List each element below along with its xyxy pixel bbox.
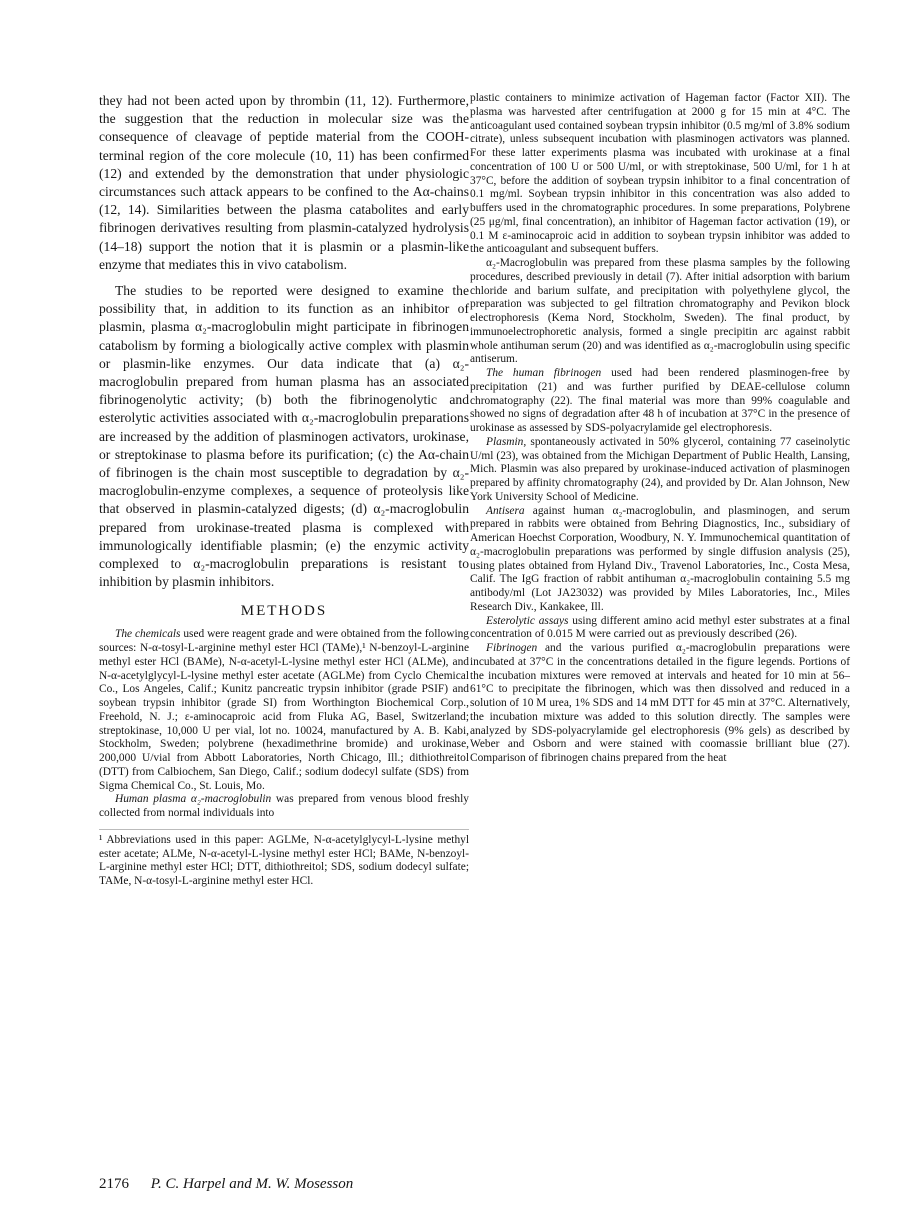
fibrinogen-source-text: used had been rendered plasminogen-free by precipitation (21) and was further purified by DEAE-cellulose column chromatography (22). The final material was more than 99% coagulable and showed no signs of degradation after 48 h of incubation at 37°C in the presence of urokinase as assessed by SDS-polyacrylamide gel electrophoresis. xyxy=(470,367,850,434)
plasmin-text: spontaneously activated in 50% glycerol, containing 77 caseinolytic U/ml (23), was obtained from the Michigan Department of Public Health, Lansing, Mich. Plasmin was also prepared by urokinase-induced activation of plasminogen prepared by affinity chromatography (24), and provided by Dr. Alan Johnson, New York University School of Medicine. xyxy=(470,435,850,503)
plasma-collection-paragraph: plastic containers to minimize activation of Hageman factor (Factor XII). The plasma was harvested after centrifugation at 2000 g for 15 min at 4°C. The anticoagulant used contained soybean trypsin inhibitor (0.5 mg/ml of 3.8% sodium citrate), unless subsequent incubation with plasminogen activators was planned. For these latter experiments plasma was incubated with urokinase at a final concentration of 100 U or 500 U/ml, or with streptokinase, 500 U/ml, for 1 h at 37°C, before the addition of soybean trypsin inhibitor to a final concentration of 0.1 mg/ml. Soybean trypsin inhibitor in this concentration was also added to buffers used in the chromatographic procedures. In some preparations, Polybrene (25 μg/ml, final concentration), an inhibitor of Hageman factor activation (19), or 0.1 M ε-aminocaproic acid in addition to soybean trypsin inhibitor was added to the anticoagulant and subsequent buffers. xyxy=(470,92,850,256)
esterolytic-assays-paragraph xyxy=(470,615,850,643)
fibrinogen-source-lead: The human fibrinogen xyxy=(486,367,602,379)
methods-heading: METHODS xyxy=(240,603,328,620)
page-number: 2176 xyxy=(99,1176,129,1192)
fibrinogen-source-paragraph xyxy=(470,367,850,436)
esterolytic-assays-lead: Esterolytic assays xyxy=(486,614,569,627)
page-footer xyxy=(99,1176,353,1193)
intro-continuation-paragraph: they had not been acted upon by thrombin (11, 12). Furthermore, the suggestion that the reduction in molecular size was the consequence of cleavage of peptide material from the COOH-terminal region of the core molecule (10, 11) has been confirmed (12) and extended by the demonstration that under physiologic circumstances such attack appears to be confined to the Aα-chains (12, 14). Similarities between the plasma catabolites and early fibrinogen derivatives resulting from plasmin-catalyzed hydrolysis (14–18) support the notion that it is plasmin or a plasmin-like enzyme that mediates this in vivo catabolism. xyxy=(99,93,469,272)
antisera-text: against human α₂-macroglobulin, and plasminogen, and serum prepared in rabbits were obtained from Behring Diagnostics, Inc., subsidiary of American Hoechst Corporation, Woodbury, N. Y. Immunochemical quantitation of α₂-macroglobulin preparations was performed by single diffusion analysis (25), using plates obtained from Hyland Div., Travenol Laboratories, Inc., Costa Mesa, Calif. The IgG fraction of rabbit antihuman α₂-macroglobulin containing 5.5 mg antibody/ml (Lot JA23032) was provided by Miles Laboratories, Inc., Miles Research Div., Kankakee, Ill. xyxy=(470,504,850,613)
macroglobulin-preparation-paragraph: α₂-Macroglobulin was prepared from these plasma samples by the following procedures, described previously in detail (7). After initial adsorption with barium chloride and barium sulfate, and precipitation with polyethylene glycol, the preparation was subjected to gel filtration chromatography and Pevikon block electrophoresis (Kema Nord, Stockholm, Sweden). The final product, by immunoelectrophoretic analysis, formed a single precipitin arc against rabbit whole antihuman serum (20) and was identified as α₂-macroglobulin using specific antiserum. xyxy=(470,257,850,366)
running-authors: P. C. Harpel and M. W. Mosesson xyxy=(150,1176,354,1192)
studies-paragraph: The studies to be reported were designed to examine the possibility that, in addition to its function as an inhibitor of plasmin, plasma α₂-macroglobulin might participate in fibrinogen catabolism by forming a biologically active complex with plasmin or plasmin-like enzymes. Our data indicate that (a) α₂-macroglobulin prepared from human plasma has an associated fibrinogenolytic activity; (b) both the fibrinogenolytic and esterolytic activities associated with α₂-macroglobulin preparations are increased by the addition of plasminogen activators, urokinase, or streptokinase to plasma before its purification; (c) the Aα-chain of fibrinogen is the chain most susceptible to degradation by α₂-macroglobulin-enzyme complexes, a sequence of proteolysis like that observed in plasmin-catalyzed digests; (d) α₂-macroglobulin prepared from urokinase-treated plasma is complexed with immunologically identifiable plasmin; (e) the enzymic activity complexed to α₂-macroglobulin preparations is resistant to inhibition by plasmin inhibitors. xyxy=(99,283,469,590)
human-plasma-text: was prepared from venous blood freshly collected from normal individuals into xyxy=(99,793,469,820)
right-column xyxy=(470,92,850,766)
left-column xyxy=(99,92,469,889)
chemicals-paragraph xyxy=(99,628,469,793)
human-plasma-lead: Human plasma α₂-macroglobulin xyxy=(115,793,272,806)
antisera-lead: Antisera xyxy=(486,504,525,517)
fibrinogen-incubation-text: and the various purified α₂-macroglobulin preparations were incubated at 37°C in the concentrations detailed in the figure legends. Portions of the incubation mixtures were removed at intervals and heated for 10 min at 56–61°C to precipitate the fibrinogen, which was then dissolved and reduced in a solution of 10 M urea, 1% SDS and 14 mM DTT for 45 min at 37°C. Alternatively, the incubation mixture was added to this solution directly. The samples were analyzed by SDS-polyacrylamide gel electrophoresis (9% gels) as described by Weber and Osborn and were stained with coomassie brilliant blue (27). Comparison of fibrinogen chains prepared from the heat xyxy=(470,642,850,764)
antisera-paragraph xyxy=(470,505,850,615)
human-plasma-paragraph xyxy=(99,793,469,821)
plasmin-paragraph xyxy=(470,436,850,505)
fibrinogen-incubation-lead: Fibrinogen xyxy=(486,642,538,654)
esterolytic-assays-text: using different amino acid methyl ester substrates at a final concentration of 0.015 M were carried out as previously described (26). xyxy=(470,614,850,641)
fibrinogen-incubation-paragraph xyxy=(470,642,850,766)
plasmin-lead: Plasmin, xyxy=(486,435,527,448)
abbreviations-footnote: ¹ Abbreviations used in this paper: AGLMe, N-α-acetylglycyl-L-lysine methyl ester acetate; ALMe, N-α-acetyl-L-lysine methyl ester HCl; BAMe, N-benzoyl-L-arginine methyl ester HCl; DTT, dithiothreitol; SDS, sodium dodecyl sulfate; TAMe, N-α-tosyl-L-arginine methyl ester HCl. xyxy=(99,829,469,889)
chemicals-lead: The chemicals xyxy=(115,628,181,641)
chemicals-text: used were reagent grade and were obtained from the following sources: N-α-tosyl-L-arginine methyl ester HCl (TAMe),¹ N-benzoyl-L-arginine methyl ester HCl (BAMe), N-α-acetyl-L-lysine methyl ester HCl (ALMe), and N-α-acetylglycyl-L-lysine methyl ester acetate (AGLMe) from Cyclo Chemical Co., Los Angeles, Calif.; Kunitz pancreatic trypsin inhibitor (grade PSIF) and soybean trypsin inhibitor (grade SI) from Worthington Biochemical Corp., Freehold, N. J.; ε-aminocaproic acid from Fluka AG, Basel, Switzerland; streptokinase, 10,000 U per vial, lot no. 10024, manufactured by A. B. Kabi, Stockholm, Sweden; polybrene (hexadimethrine bromide) and urokinase, 200,000 U/vial from Abbott Laboratories, North Chicago, Ill.; dithiothreitol (DTT) from Calbiochem, San Diego, Calif.; sodium dodecyl sulfate (SDS) from Sigma Chemical Co., St. Louis, Mo. xyxy=(99,628,470,792)
